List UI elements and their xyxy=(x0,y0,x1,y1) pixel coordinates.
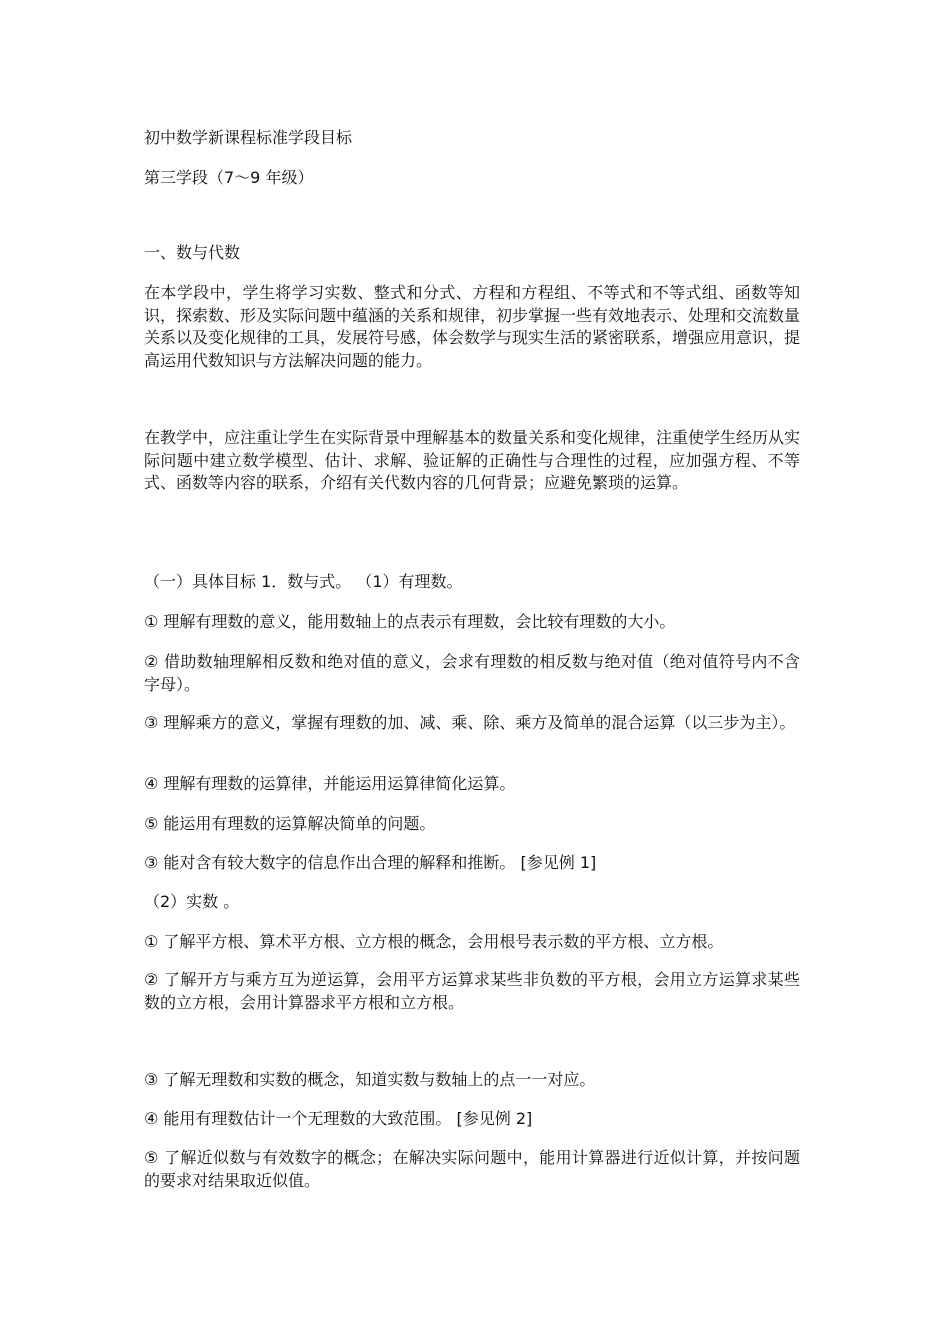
real-heading: （2）实数 。 xyxy=(144,892,240,911)
rational-item: ⑤ 能运用有理数的运算解决简单的问题。 xyxy=(144,814,436,833)
real-item: ⑤ 了解近似数与有效数字的概念；在解决实际问题中，能用计算器进行近似计算，并按问题的要求对结果取近似值。 xyxy=(144,1148,800,1190)
document-title: 初中数学新课程标准学段目标 xyxy=(144,128,353,147)
rational-item: ③ 理解乘方的意义，掌握有理数的加、减、乘、除、乘方及简单的混合运算（以三步为主）。 xyxy=(144,713,796,732)
real-item: ③ 了解无理数和实数的概念，知道实数与数轴上的点一一对应。 xyxy=(144,1070,596,1089)
real-item: ① 了解平方根、算术平方根、立方根的概念，会用根号表示数的平方根、立方根。 xyxy=(144,932,724,951)
rational-item: ④ 理解有理数的运算律，并能运用运算律简化运算。 xyxy=(144,774,516,793)
goal-heading: （一）具体目标 1．数与式。 （1）有理数。 xyxy=(144,572,463,591)
rational-item: ① 理解有理数的意义，能用数轴上的点表示有理数，会比较有理数的大小。 xyxy=(144,612,676,631)
rational-item: ② 借助数轴理解相反数和绝对值的意义，会求有理数的相反数与绝对值（绝对值符号内不含字母）。 xyxy=(144,652,800,694)
teaching-paragraph: 在教学中，应注重让学生在实际背景中理解基本的数量关系和变化规律，注重使学生经历从实际问题中建立数学模型、估计、求解、验证解的正确性与合理性的过程，应加强方程、不等式、函数等内容的联系，介绍有关代数内容的几何背景；应避免繁琐的运算。 xyxy=(144,428,801,492)
stage-heading: 第三学段（7～9 年级） xyxy=(144,168,314,187)
real-item: ④ 能用有理数估计一个无理数的大致范围。 [参见例 2] xyxy=(144,1109,533,1128)
rational-item: ③ 能对含有较大数字的信息作出合理的解释和推断。 [参见例 1] xyxy=(144,853,597,872)
real-item: ② 了解开方与乘方互为逆运算，会用平方运算求某些非负数的平方根，会用立方运算求某些数的立方根，会用计算器求平方根和立方根。 xyxy=(144,970,800,1012)
intro-paragraph: 在本学段中，学生将学习实数、整式和分式、方程和方程组、不等式和不等式组、函数等知识，探索数、形及实际问题中蕴涵的关系和规律，初步掌握一些有效地表示、处理和交流数量关系以及变化规律的工具，发展符号感，体会数学与现实生活的紧密联系，增强应用意识，提高运用代数知识与方法解决问题的能力。 xyxy=(144,283,801,370)
section-heading: 一、数与代数 xyxy=(144,243,241,262)
